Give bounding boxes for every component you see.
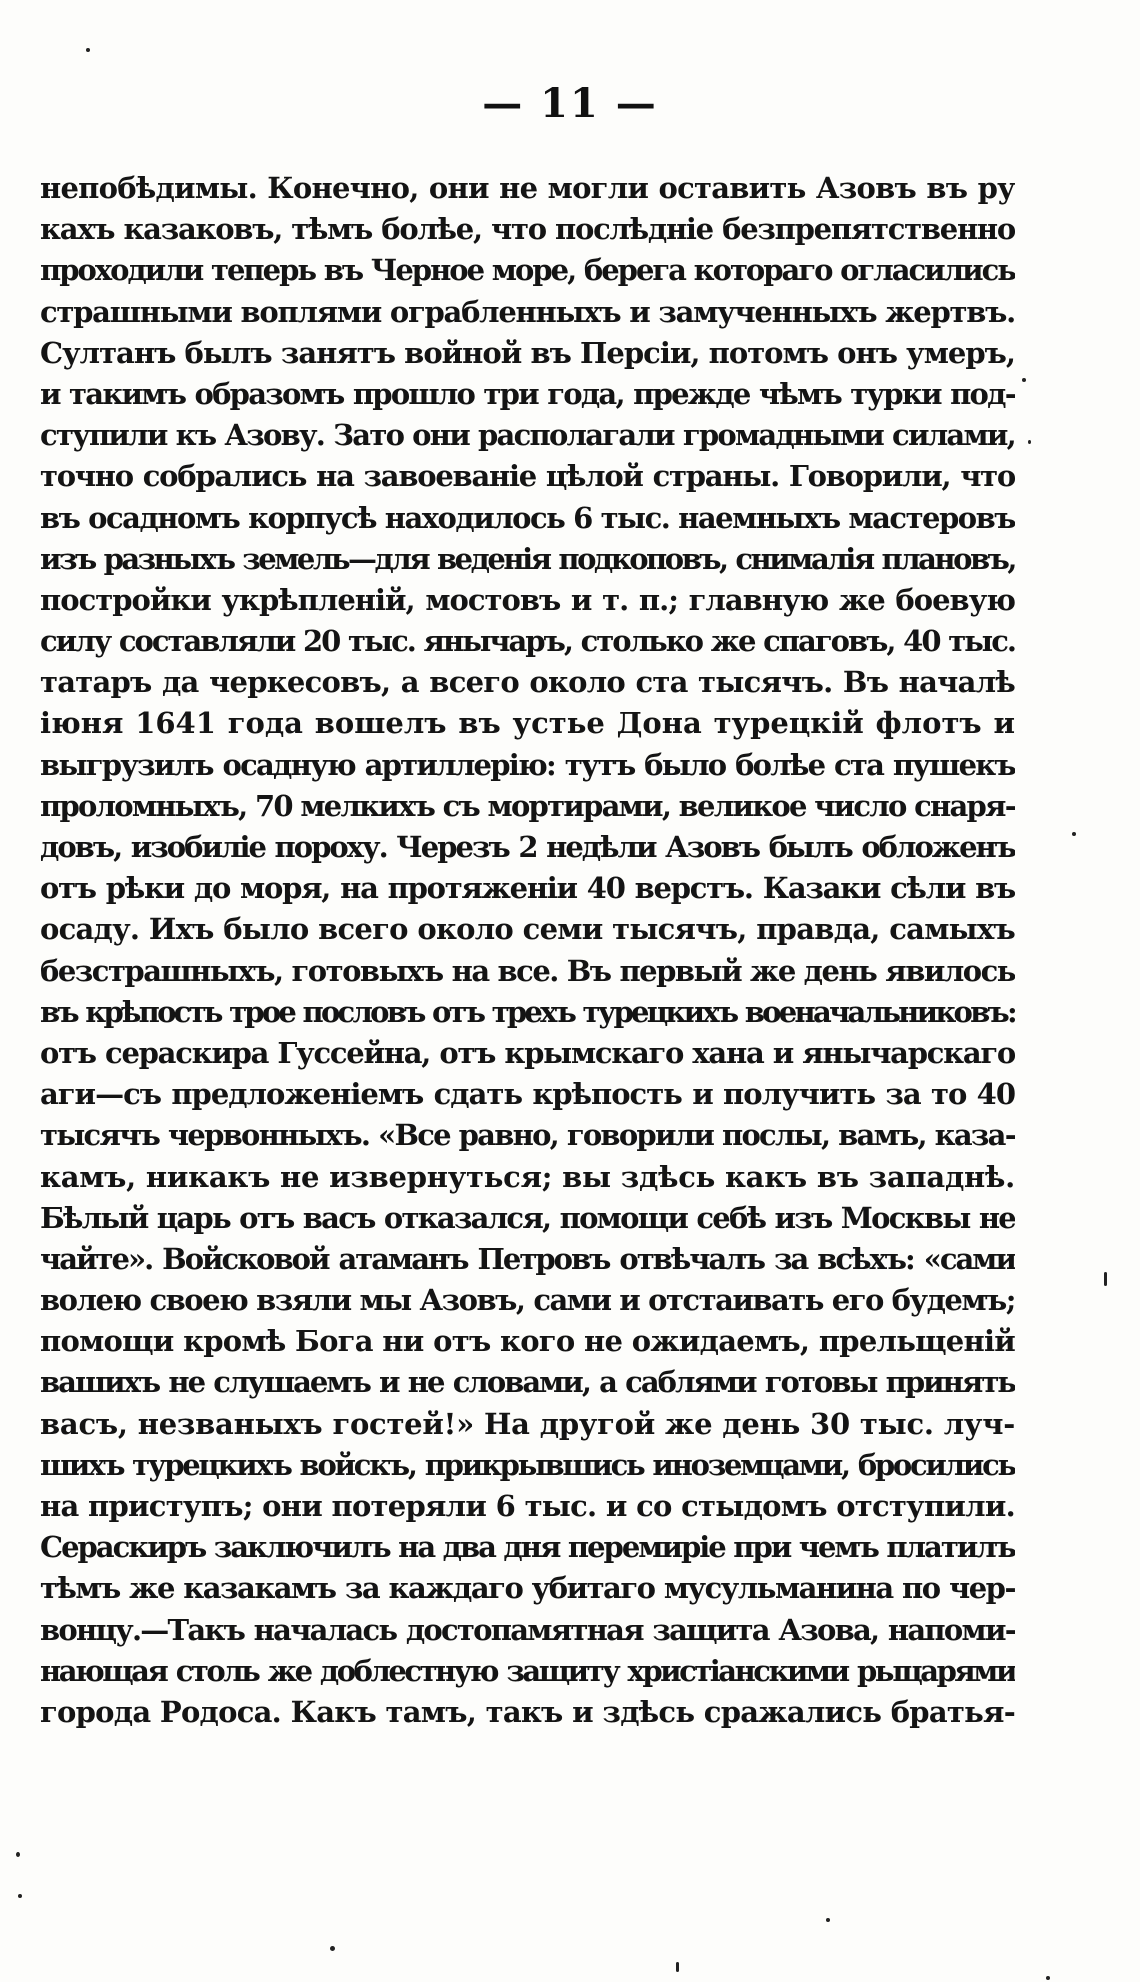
- page-number: — 11 —: [482, 80, 658, 127]
- text-line: довъ, изобиліе пороху. Черезъ 2 недѣли Азовъ былъ обложенъ: [40, 830, 1015, 864]
- body-text: [40, 168, 1015, 1733]
- scan-speck: [86, 48, 90, 52]
- scan-speck: [1022, 378, 1026, 382]
- text-line: проходили теперь въ Черное море, берега котораго огласились: [40, 253, 1015, 288]
- text-line: ступили къ Азову. Зато они располагали громадными силами,: [40, 418, 1015, 453]
- text-line: татаръ да черкесовъ, а всего около ста тысячъ. Въ началѣ: [40, 665, 1015, 700]
- scan-speck: [1104, 1272, 1107, 1286]
- scan-speck: [16, 1852, 20, 1857]
- text-line: проломныхъ, 70 мелкихъ съ мортирами, великое число снаря-: [40, 788, 1015, 823]
- text-line: помощи кромѣ Бога ни отъ кого не ожидаемъ, прельщеній: [40, 1324, 1015, 1359]
- text-line: васъ, незваныхъ гостей!» На другой же день 30 тыс. луч-: [40, 1406, 1015, 1441]
- text-line: вашихъ не слушаемъ и не словами, а саблями готовы принять: [40, 1365, 1015, 1400]
- text-line: постройки укрѣпленій, мостовъ и т. п.; главную же боевую: [40, 582, 1015, 617]
- text-line: безстрашныхъ, готовыхъ на все. Въ первый же день явилось: [40, 953, 1015, 988]
- text-line: и такимъ образомъ прошло три года, прежде чѣмъ турки под-: [40, 376, 1015, 411]
- text-line: отъ сераскира Гуссейна, отъ крымскаго хана и янычарскаго: [40, 1035, 1015, 1070]
- text-line: страшными воплями ограбленныхъ и замученныхъ жертвъ.: [40, 294, 1015, 329]
- text-line: нающая столь же доблестную защиту христіанскими рыцарями: [40, 1653, 1015, 1688]
- text-line: Сераскиръ заключилъ на два дня перемиріе при чемъ платилъ: [40, 1530, 1015, 1565]
- text-line: тысячъ червонныхъ. «Все равно, говорили послы, вамъ, каза-: [40, 1118, 1015, 1153]
- text-line: города Родоса. Какъ тамъ, такъ и здѣсь сражались братья-: [40, 1694, 1015, 1729]
- scan-speck: [18, 1894, 22, 1898]
- scan-speck: [1046, 1976, 1050, 1980]
- text-line: отъ рѣки до моря, на протяженіи 40 верстъ. Казаки сѣли въ: [40, 871, 1015, 906]
- text-line: аги—съ предложеніемъ сдать крѣпость и получить за то 40: [40, 1077, 1015, 1112]
- text-line: Бѣлый царь отъ васъ отказался, помощи себѣ изъ Москвы не: [40, 1200, 1015, 1235]
- scan-speck: [1028, 440, 1031, 444]
- text-line: іюня 1641 года вошелъ въ устье Дона турецкій флотъ и: [40, 706, 1015, 741]
- text-line: тѣмъ же казакамъ за каждаго убитаго мусульманина по чер-: [40, 1571, 1015, 1606]
- text-line: шихъ турецкихъ войскъ, прикрывшись иноземцами, бросились: [40, 1447, 1015, 1482]
- text-line: выгрузилъ осадную артиллерію: тутъ было болѣе ста пушекъ: [40, 747, 1015, 782]
- text-line: Султанъ былъ занятъ войной въ Персіи, потомъ онъ умеръ,: [40, 335, 1015, 370]
- text-line: въ осадномъ корпусѣ находилось 6 тыс. наемныхъ мастеровъ: [40, 500, 1015, 535]
- scan-speck: [826, 1918, 830, 1922]
- scan-speck: [1072, 832, 1076, 836]
- text-line: чайте». Войсковой атаманъ Петровъ отвѣчалъ за всѣхъ: «сами: [40, 1241, 1015, 1276]
- text-line: кахъ казаковъ, тѣмъ болѣе, что послѣдніе безпрепятственно: [40, 212, 1015, 247]
- text-line: точно собрались на завоеваніе цѣлой страны. Говорили, что: [40, 459, 1015, 494]
- text-line: вонцу.—Такъ началась достопамятная защита Азова, напоми-: [40, 1612, 1015, 1647]
- text-line: силу составляли 20 тыс. янычаръ, столько же спаговъ, 40 тыс.: [40, 624, 1015, 659]
- text-line: въ крѣпость трое пословъ отъ трехъ турецкихъ военачальниковъ:: [40, 994, 1015, 1029]
- scan-speck: [330, 1946, 335, 1951]
- scan-speck: [676, 1962, 679, 1972]
- text-line: на приступъ; они потеряли 6 тыс. и со стыдомъ отступили.: [40, 1489, 1015, 1523]
- text-line: непобѣдимы. Конечно, они не могли оставить Азовъ въ ру: [40, 171, 1015, 205]
- text-line: камъ, никакъ не извернуться; вы здѣсь какъ въ западнѣ.: [40, 1159, 1015, 1194]
- text-line: волею своею взяли мы Азовъ, сами и отстаивать его будемъ;: [40, 1283, 1015, 1318]
- text-line: изъ разныхъ земель—для веденія подкоповъ, снималія плановъ,: [40, 541, 1015, 576]
- text-line: осаду. Ихъ было всего около семи тысячъ, правда, самыхъ: [40, 912, 1015, 947]
